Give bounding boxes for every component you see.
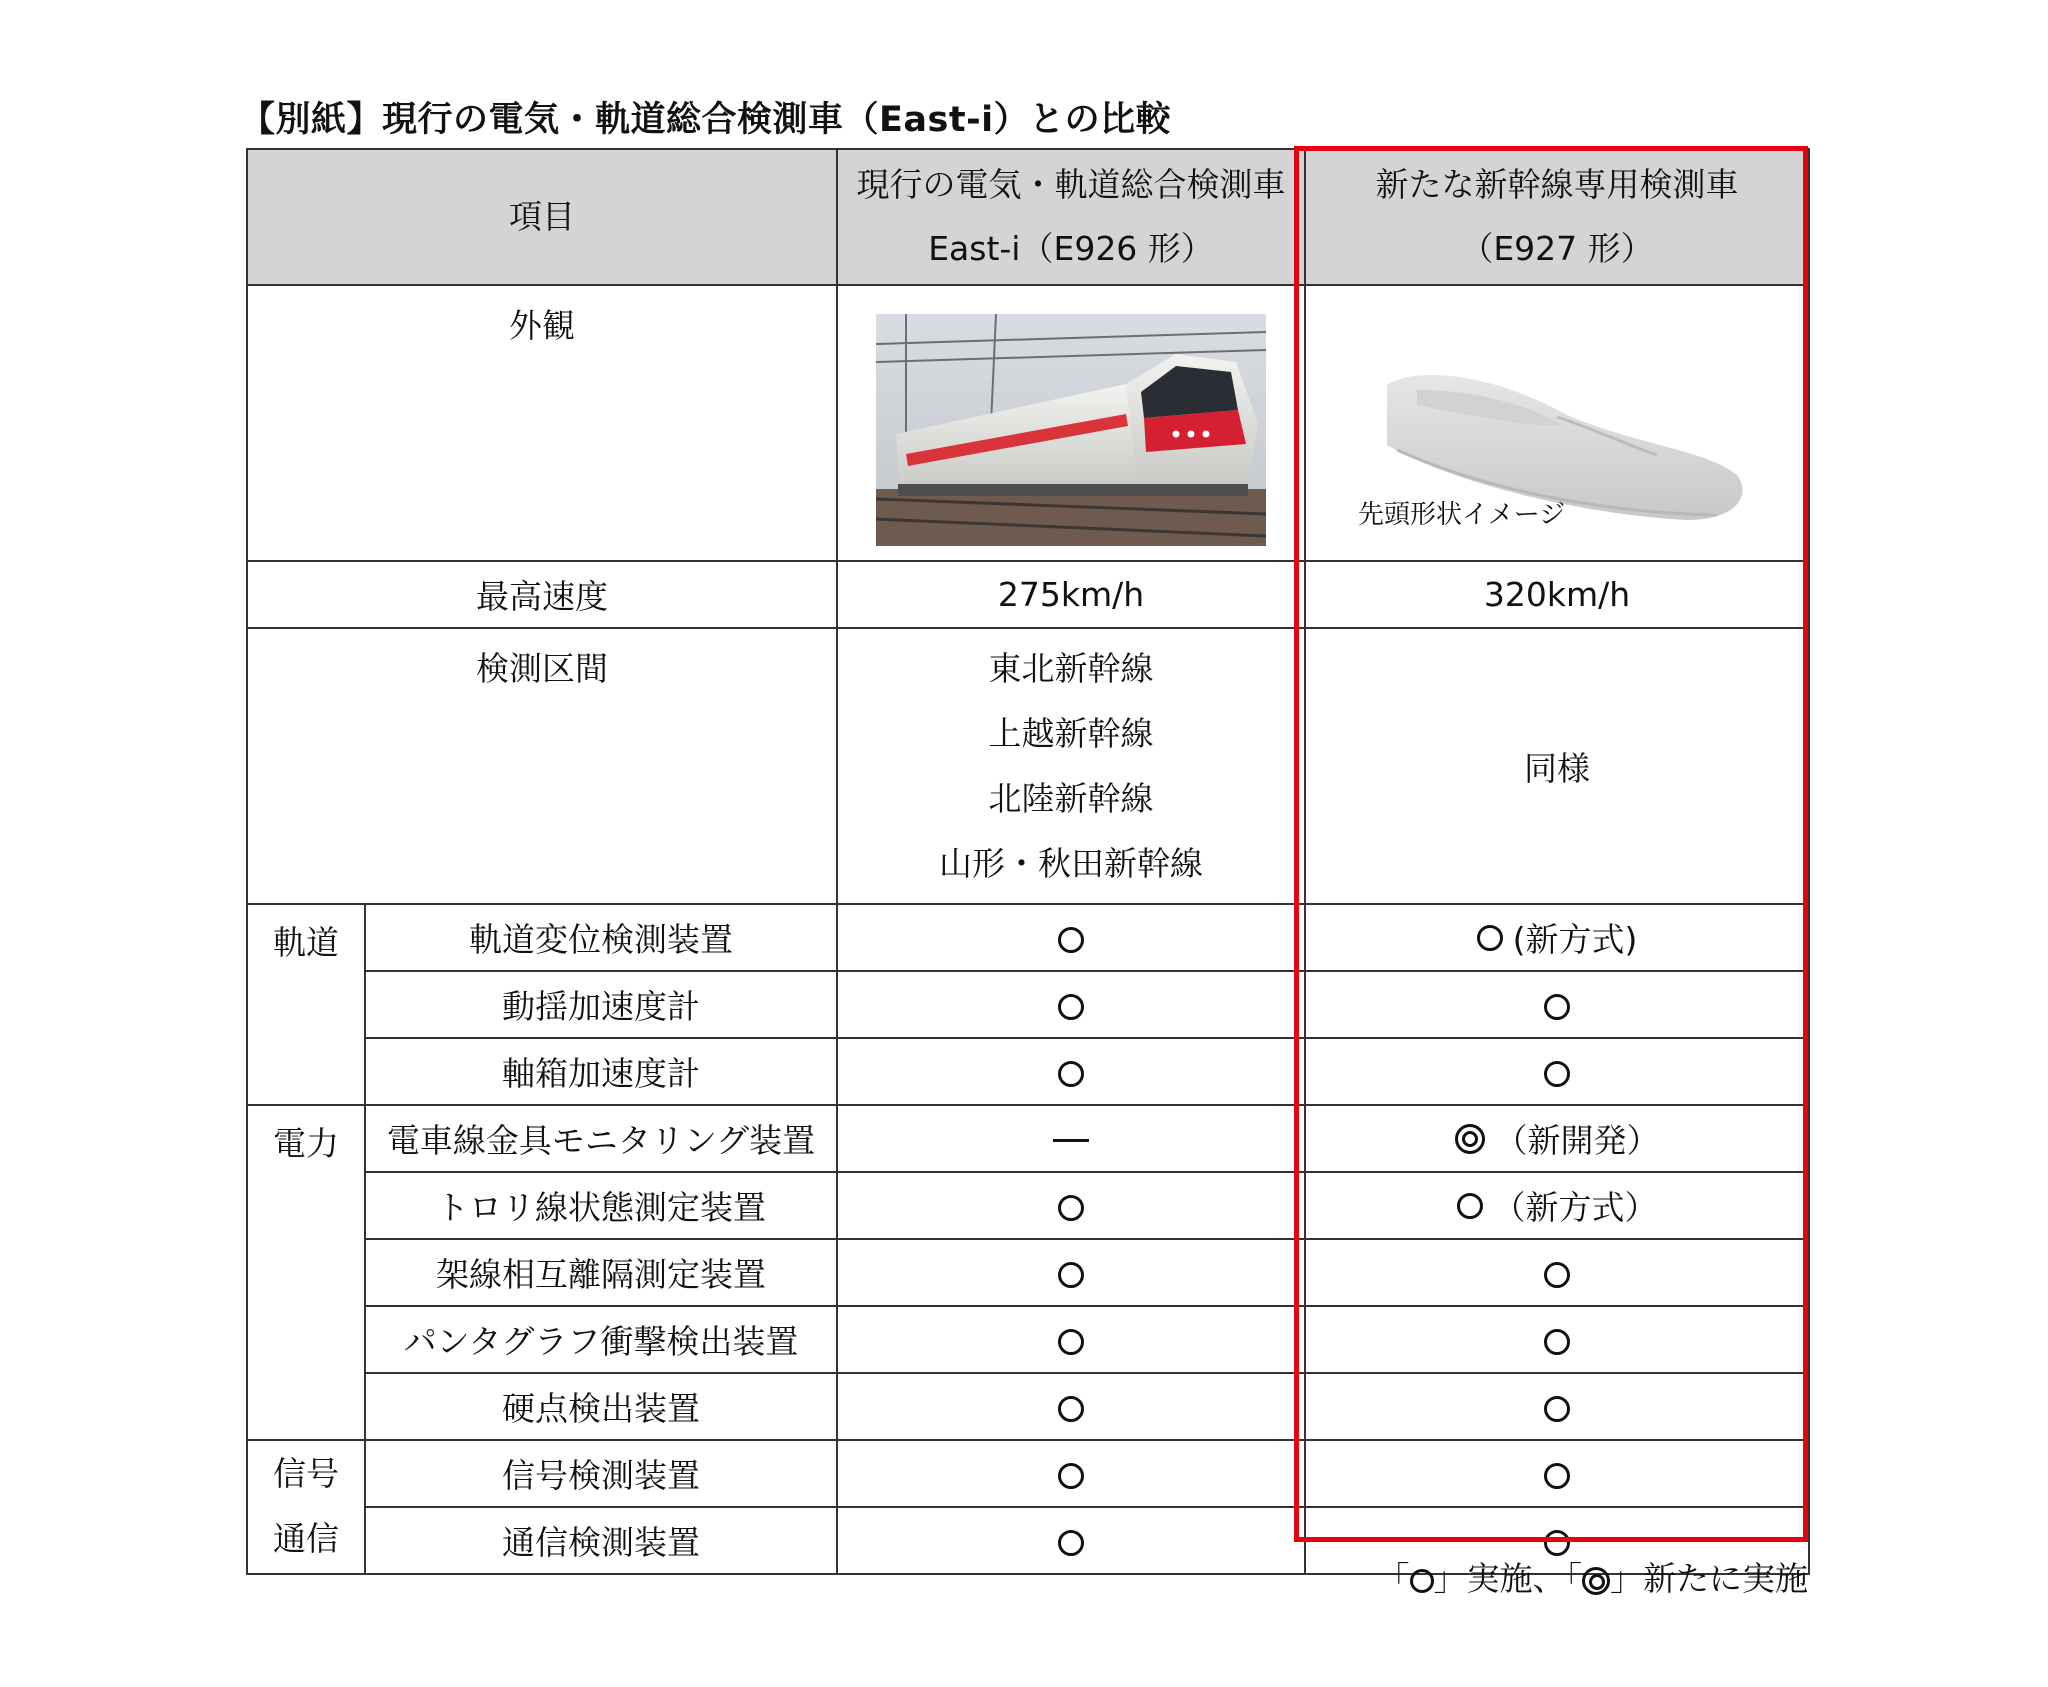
header-new-line1: 新たな新幹線専用検測車 — [1375, 165, 1739, 204]
header-new-line2: （E927 形） — [1460, 229, 1654, 268]
section-label: 検測区間 — [247, 628, 837, 904]
circle-mark — [1058, 1329, 1084, 1355]
circle-mark — [1058, 1530, 1084, 1556]
section-current-line: 山形・秋田新幹線 — [939, 844, 1203, 883]
row-current — [837, 1105, 1305, 1172]
row-item: 軸箱加速度計 — [365, 1038, 837, 1105]
speed-label: 最高速度 — [247, 561, 837, 628]
circle-mark — [1058, 1061, 1084, 1087]
legend — [1377, 1553, 1809, 1600]
section-new: 同様 — [1305, 628, 1809, 904]
circle-mark — [1544, 1061, 1570, 1087]
row-item: 軌道変位検測装置 — [365, 904, 837, 971]
category-power: 電力 — [247, 1105, 365, 1440]
circle-mark — [1477, 925, 1503, 951]
circle-mark — [1544, 1329, 1570, 1355]
dash-mark — [1053, 1139, 1089, 1142]
header-current — [837, 149, 1305, 285]
row-item: パンタグラフ衝撃検出装置 — [365, 1306, 837, 1373]
current-train-photo — [876, 314, 1266, 546]
row-item: 信号検測装置 — [365, 1440, 837, 1507]
row-new-note: （新方式） — [1492, 1188, 1658, 1227]
section-row — [247, 628, 1809, 904]
circle-mark — [1058, 1396, 1084, 1422]
category-comm: 通信 — [273, 1519, 339, 1558]
row-new-note: (新方式) — [1512, 920, 1638, 959]
legend-implemented: 」実施、「 — [1433, 1559, 1582, 1598]
row-new — [1305, 1373, 1809, 1440]
circle-mark — [1058, 1195, 1084, 1221]
circle-mark — [1410, 1569, 1434, 1593]
table-row — [247, 1172, 1809, 1239]
current-train-photo-cell — [837, 285, 1305, 561]
circle-mark — [1058, 1463, 1084, 1489]
row-item: 電車線金具モニタリング装置 — [365, 1105, 837, 1172]
row-new — [1305, 1306, 1809, 1373]
double-circle-mark — [1455, 1124, 1485, 1154]
row-current — [837, 904, 1305, 971]
row-new — [1305, 1440, 1809, 1507]
row-item: トロリ線状態測定装置 — [365, 1172, 837, 1239]
table-row — [247, 1373, 1809, 1440]
row-new — [1305, 1105, 1809, 1172]
header-new — [1305, 149, 1809, 285]
row-new-note: （新開発） — [1494, 1121, 1660, 1160]
circle-mark — [1544, 1262, 1570, 1288]
page-title: 【別紙】現行の電気・軌道総合検測車（East-i）との比較 — [240, 100, 1172, 140]
new-train-image-cell — [1305, 285, 1809, 561]
category-track: 軌道 — [247, 904, 365, 1105]
category-signal: 信号 — [273, 1454, 339, 1493]
row-current — [837, 1440, 1305, 1507]
row-current — [837, 1038, 1305, 1105]
legend-new: 」新たに実施 — [1610, 1559, 1808, 1598]
speed-current: 275km/h — [837, 561, 1305, 628]
row-item: 通信検測装置 — [365, 1507, 837, 1574]
table-row — [247, 1105, 1809, 1172]
row-current — [837, 1172, 1305, 1239]
row-current — [837, 1239, 1305, 1306]
row-current — [837, 1507, 1305, 1574]
table-row — [247, 1038, 1809, 1105]
appearance-row — [247, 285, 1809, 561]
row-new — [1305, 1172, 1809, 1239]
circle-mark — [1544, 1463, 1570, 1489]
comparison-table — [246, 148, 1810, 1575]
legend-open: 「 — [1376, 1559, 1410, 1598]
double-circle-mark — [1582, 1567, 1610, 1595]
row-current — [837, 971, 1305, 1038]
circle-mark — [1544, 1396, 1570, 1422]
section-current-line: 東北新幹線 — [988, 649, 1154, 688]
row-current — [837, 1373, 1305, 1440]
table-row — [247, 1440, 1809, 1507]
table-row — [247, 904, 1809, 971]
row-new — [1305, 1038, 1809, 1105]
section-current-line: 北陸新幹線 — [988, 779, 1154, 818]
speed-row — [247, 561, 1809, 628]
circle-mark — [1058, 994, 1084, 1020]
row-new — [1305, 904, 1809, 971]
header-current-line2: East-i（E926 形） — [928, 229, 1214, 268]
header-current-line1: 現行の電気・軌道総合検測車 — [856, 165, 1286, 204]
table-row — [247, 1306, 1809, 1373]
section-current-line: 上越新幹線 — [988, 714, 1154, 753]
row-item: 架線相互離隔測定装置 — [365, 1239, 837, 1306]
circle-mark — [1058, 927, 1084, 953]
row-new — [1305, 971, 1809, 1038]
row-current — [837, 1306, 1305, 1373]
category-signal-comm — [247, 1440, 365, 1574]
header-row — [247, 149, 1809, 285]
table-row — [247, 1239, 1809, 1306]
speed-new: 320km/h — [1305, 561, 1809, 628]
circle-mark — [1457, 1193, 1483, 1219]
header-item: 項目 — [247, 149, 837, 285]
row-item: 硬点検出装置 — [365, 1373, 837, 1440]
circle-mark — [1544, 1530, 1570, 1556]
section-current — [837, 628, 1305, 904]
circle-mark — [1058, 1262, 1084, 1288]
new-train-caption: 先頭形状イメージ — [1358, 500, 1566, 530]
row-new — [1305, 1239, 1809, 1306]
row-item: 動揺加速度計 — [365, 971, 837, 1038]
table-row — [247, 971, 1809, 1038]
circle-mark — [1544, 994, 1570, 1020]
appearance-label: 外観 — [247, 285, 837, 561]
